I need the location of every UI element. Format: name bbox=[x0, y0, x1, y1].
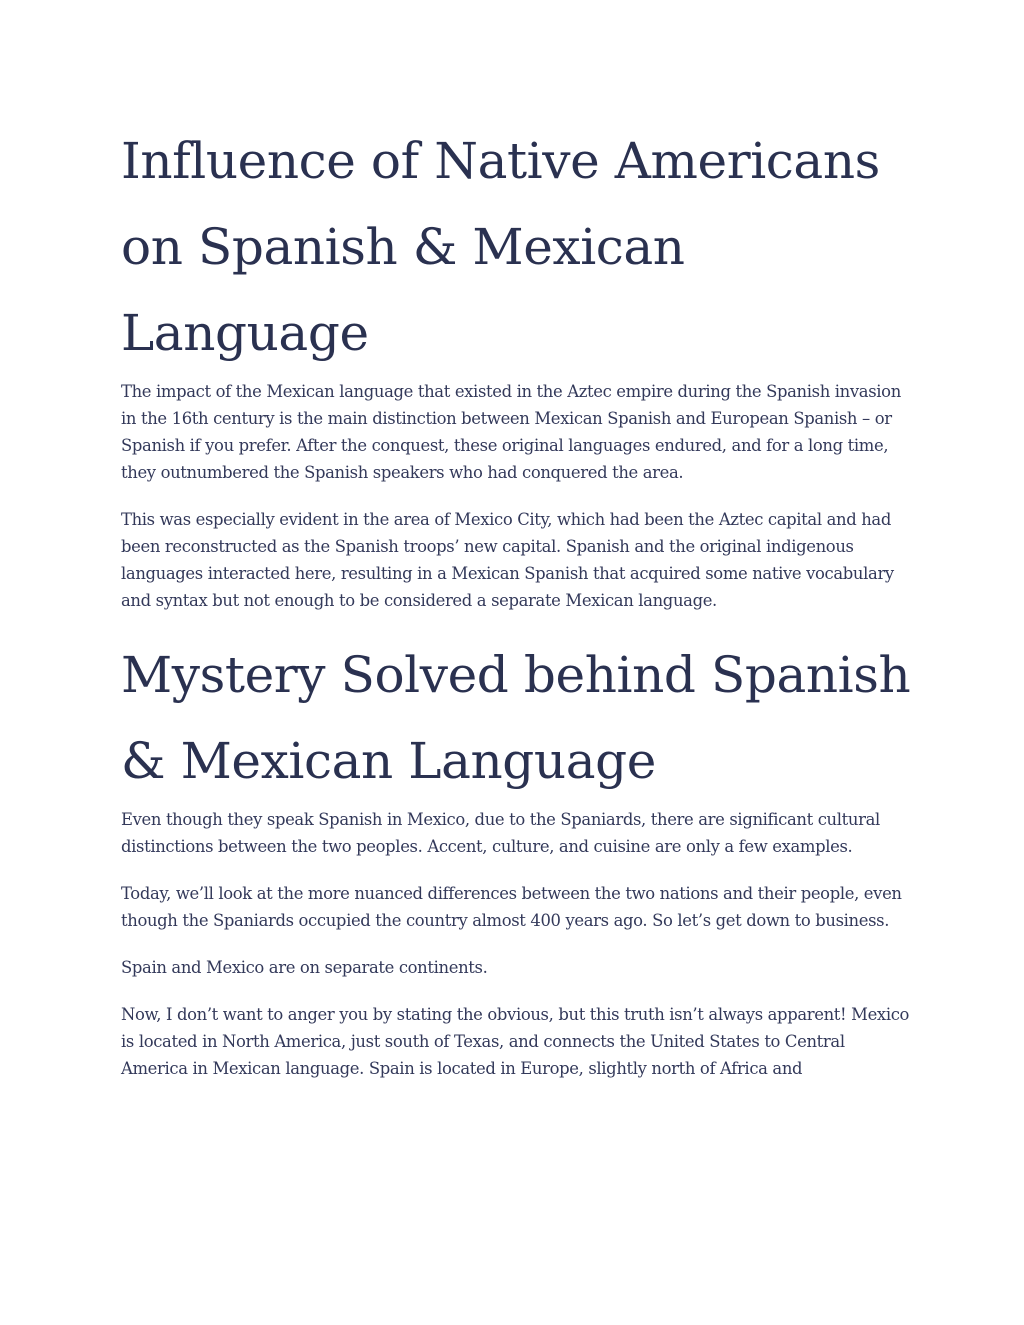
paragraph-mexico-city: This was especially evident in the area of Mexico City, which had been the Aztec capital and had been reconstructed as the Spanish troops’ new capital. Spanish and the original indigenous languages interacted here, resulting in a Mexican Spanish that acquired some native vocabulary and syntax but not enough to be considered a separate Mexican language. bbox=[121, 510, 894, 610]
paragraph-impact: The impact of the Mexican language that existed in the Aztec empire during the Spanish invasion in the 16th century is the main distinction between Mexican Spanish and European Spanish – or Spanish if you prefer. After the conquest, these original languages endured, and for a long time, they outnumbered the Spanish speakers who had conquered the area. bbox=[121, 382, 901, 482]
paragraph-cultural-distinctions: Even though they speak Spanish in Mexico, due to the Spaniards, there are significant cultural distinctions between the two peoples. Accent, culture, and cuisine are only a few examples. bbox=[121, 810, 880, 856]
document-page bbox=[121, 118, 911, 1102]
heading-mystery: Mystery Solved behind Spanish & Mexican Language bbox=[121, 646, 911, 790]
paragraph-continents: Spain and Mexico are on separate continents. bbox=[121, 958, 488, 977]
paragraph-geography: Now, I don’t want to anger you by stating the obvious, but this truth isn’t always apparent! Mexico is located in North America, just south of Texas, and connects the United States to Central America in Mexican language. Spain is located in Europe, slightly north of Africa and bbox=[121, 1005, 910, 1078]
heading-influence: Influence of Native Americans on Spanish & Mexican Language bbox=[121, 132, 880, 362]
paragraph-nuanced-differences: Today, we’ll look at the more nuanced differences between the two nations and their people, even though the Spaniards occupied the country almost 400 years ago. So let’s get down to business. bbox=[121, 884, 902, 930]
